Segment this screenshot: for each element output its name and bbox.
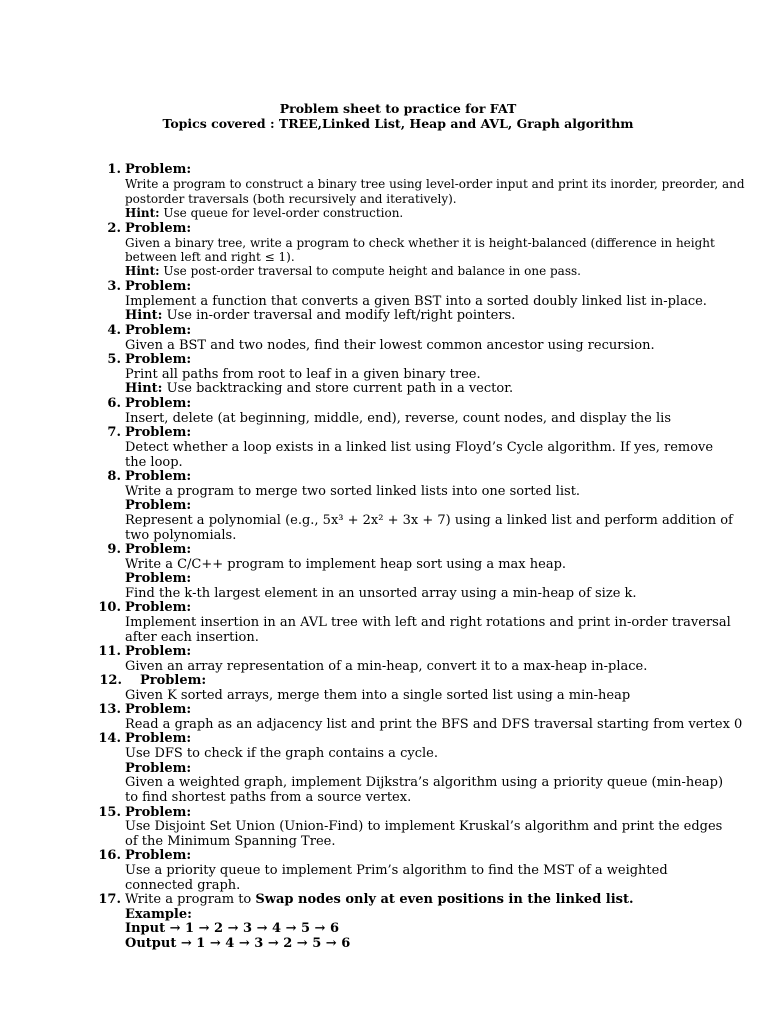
- problem-text: Read a graph as an adjacency list and print the BFS and DFS traversal starting from vertex 0: [125, 717, 743, 732]
- problem-number: 2.: [107, 221, 121, 236]
- problem-label: Problem:: [125, 702, 192, 717]
- problem-number: 14.: [98, 731, 121, 746]
- problem-text: after each insertion.: [125, 630, 259, 645]
- problem-label: Problem:: [125, 848, 192, 863]
- problem-text: Insert, delete (at beginning, middle, end), reverse, count nodes, and display the lis: [125, 411, 671, 426]
- problem-label: Problem:: [140, 673, 207, 688]
- problem-label: Problem:: [125, 469, 192, 484]
- problem-number: 4.: [107, 323, 121, 338]
- problem-text: Given a binary tree, write a program to check whether it is height-balanced (difference in height: [125, 236, 715, 250]
- problem-text: Represent a polynomial (e.g., 5x³ + 2x² + 3x + 7) using a linked list and perform addition of: [125, 513, 733, 528]
- problem-text: Given K sorted arrays, merge them into a single sorted list using a min-heap: [125, 688, 631, 703]
- problem-number: 15.: [98, 805, 121, 820]
- problem-number: 3.: [107, 279, 121, 294]
- problem-number: 11.: [98, 644, 121, 659]
- problem-text: connected graph.: [125, 878, 241, 893]
- problem-label: Problem:: [125, 162, 192, 177]
- problem-number: 16.: [98, 848, 121, 863]
- problem-number: 17.: [98, 892, 121, 907]
- problem-label: Problem:: [125, 644, 192, 659]
- problem-text: the loop.: [125, 455, 183, 470]
- problem-label: Problem:: [125, 731, 192, 746]
- problem-label: Problem:: [125, 542, 192, 557]
- problem-label: Problem:: [125, 352, 192, 367]
- problem-label: Problem:: [125, 498, 192, 513]
- problem-text: Given a BST and two nodes, find their lowest common ancestor using recursion.: [125, 338, 655, 353]
- problem-text: Implement a function that converts a given BST into a sorted doubly linked list in-place.: [125, 294, 707, 309]
- problem-label: Problem:: [125, 600, 192, 615]
- problem-text: Write a program to Swap nodes only at even positions in the linked list.: [125, 892, 634, 907]
- problem-text: Print all paths from root to leaf in a given binary tree.: [125, 367, 481, 382]
- problem-number: 13.: [98, 702, 121, 717]
- hint-line: Hint: Use queue for level-order construction.: [125, 206, 404, 220]
- problem-text: Use Disjoint Set Union (Union-Find) to implement Kruskal’s algorithm and print the edges: [125, 819, 723, 834]
- problem-text: to find shortest paths from a source vertex.: [125, 790, 412, 805]
- problem-label: Problem:: [125, 571, 192, 586]
- problem-text: postorder traversals (both recursively and iteratively).: [125, 192, 457, 206]
- problem-number: 9.: [107, 542, 121, 557]
- problem-text: Write a C/C++ program to implement heap sort using a max heap.: [125, 557, 567, 572]
- problem-label: Problem:: [125, 221, 192, 236]
- problem-text: Find the k-th largest element in an unsorted array using a min-heap of size k.: [125, 586, 637, 601]
- problem-label: Problem:: [125, 425, 192, 440]
- problem-number: 5.: [107, 352, 121, 367]
- example-label: Example:: [125, 907, 192, 922]
- problem-label: Problem:: [125, 805, 192, 820]
- problem-number: 6.: [107, 396, 121, 411]
- problem-text: Given an array representation of a min-heap, convert it to a max-heap in-place.: [125, 659, 648, 674]
- problem-label: Problem:: [125, 279, 192, 294]
- problem-number: 12.: [99, 673, 122, 688]
- hint-line: Hint: Use in-order traversal and modify left/right pointers.: [125, 308, 516, 323]
- problem-text: between left and right ≤ 1).: [125, 250, 295, 264]
- problem-label: Problem:: [125, 323, 192, 338]
- example-input: Input → 1 → 2 → 3 → 4 → 5 → 6: [125, 921, 340, 936]
- problem-text: Write a program to construct a binary tree using level-order input and print its inorder, preorder, and: [125, 177, 745, 191]
- problem-text: Use a priority queue to implement Prim’s algorithm to find the MST of a weighted: [125, 863, 668, 878]
- problem-text: Implement insertion in an AVL tree with left and right rotations and print in-order traversal: [125, 615, 731, 630]
- problem-label: Problem:: [125, 396, 192, 411]
- problem-number: 1.: [107, 162, 121, 177]
- example-output: Output → 1 → 4 → 3 → 2 → 5 → 6: [125, 936, 351, 951]
- problem-text: two polynomials.: [125, 528, 237, 543]
- topics-covered: Topics covered : TREE,Linked List, Heap and AVL, Graph algorithm: [162, 116, 634, 131]
- problem-label: Problem:: [125, 761, 192, 776]
- problem-text: Use DFS to check if the graph contains a cycle.: [125, 746, 438, 761]
- problem-text: Given a weighted graph, implement Dijkstra’s algorithm using a priority queue (min-heap): [125, 775, 724, 790]
- problem-text: Write a program to merge two sorted linked lists into one sorted list.: [125, 484, 581, 499]
- problem-number: 10.: [98, 600, 121, 615]
- problem-number: 7.: [107, 425, 121, 440]
- hint-line: Hint: Use backtracking and store current path in a vector.: [125, 381, 514, 396]
- problem-text: of the Minimum Spanning Tree.: [125, 834, 336, 849]
- document-title: Problem sheet to practice for FAT: [279, 101, 517, 116]
- hint-line: Hint: Use post-order traversal to compute height and balance in one pass.: [125, 264, 581, 278]
- problem-text: Detect whether a loop exists in a linked list using Floyd’s Cycle algorithm. If yes, remove: [125, 440, 714, 455]
- problem-number: 8.: [107, 469, 121, 484]
